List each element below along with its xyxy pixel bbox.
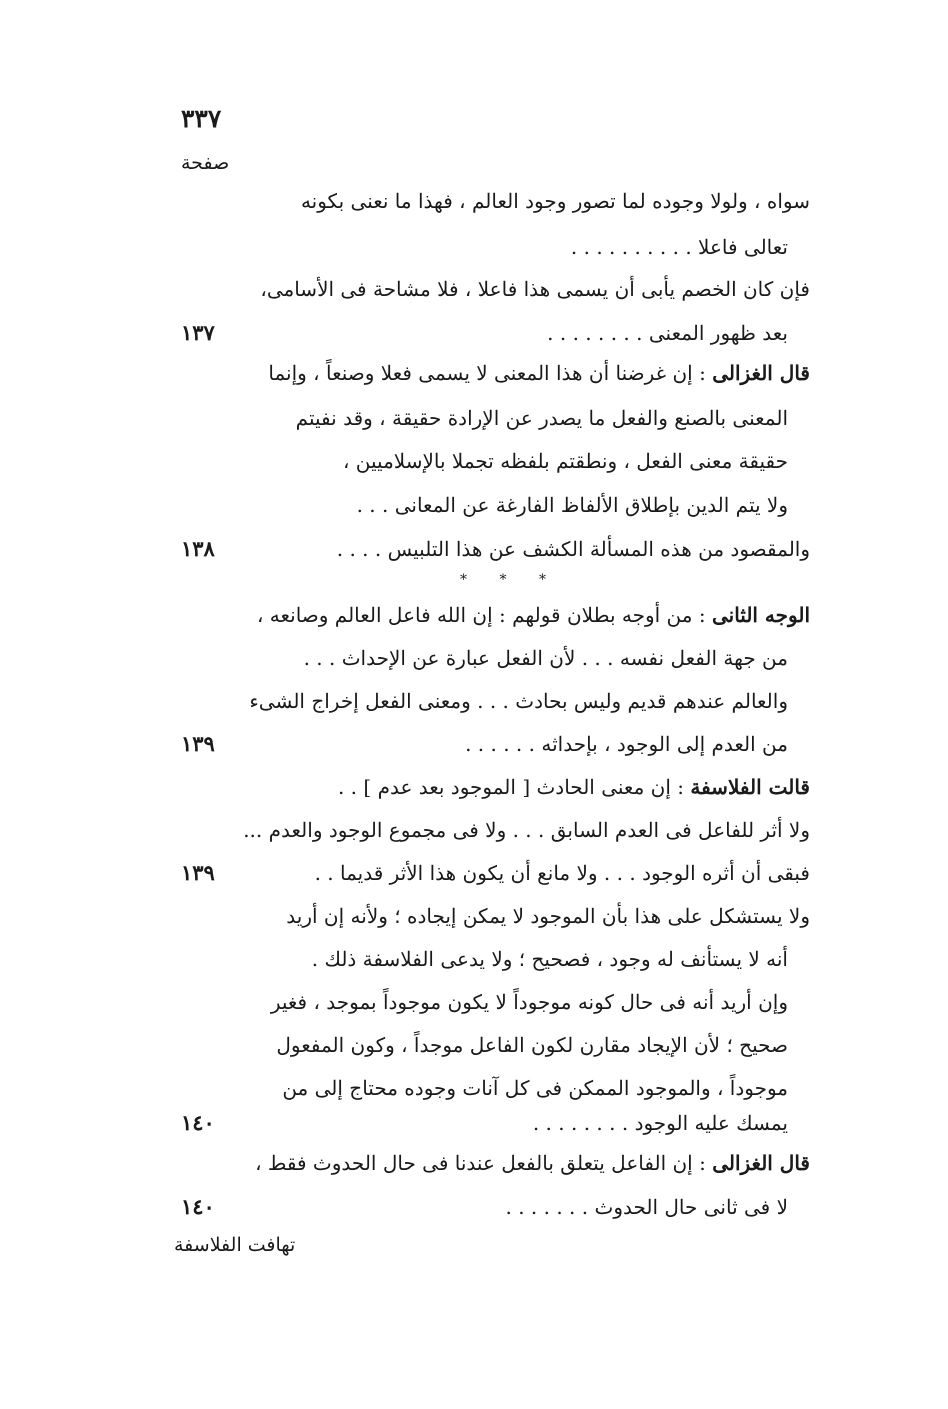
reference-page-number: ١٤٠ xyxy=(181,1194,215,1219)
text-line: المعنى بالصنع والفعل ما يصدر عن الإرادة حقيقة ، وقد نفيتم xyxy=(295,406,788,430)
section-separator: * * * xyxy=(460,572,560,588)
text-line: يمسك عليه الوجود . . . . . . . . xyxy=(532,1111,788,1135)
leader-dots: . . xyxy=(314,861,334,885)
leader-dots: . . . . xyxy=(336,537,382,561)
text-line: قال الغزالى : إن غرضنا أن هذا المعنى لا يسمى فعلا وصنعاً ، وإنما xyxy=(268,361,810,385)
text-line: فبقى أن أثره الوجود . . . ولا مانع أن يكون هذا الأثر قديما . . xyxy=(314,861,810,885)
text-line: صحيح ؛ لأن الإيجاد مقارن لكون الفاعل موجداً ، وكون المفعول xyxy=(276,1033,788,1057)
leader-dots: . . xyxy=(356,493,376,517)
leader-dots: . . . . . . . . xyxy=(532,1111,629,1135)
line-heading: الوجه الثانى xyxy=(711,603,810,627)
text-line: والمقصود من هذه المسألة الكشف عن هذا التلبيس . . . . xyxy=(336,537,810,561)
leader-dots: . . . . . . . . . xyxy=(570,235,679,259)
text-line: حقيقة معنى الفعل ، ونطقتم بلفظه تجملا بالإسلاميين ، xyxy=(342,449,788,473)
text-line: أنه لا يستأنف له وجود ، فصحيح ؛ ولا يدعى الفلاسفة ذلك . xyxy=(311,947,788,971)
running-footer: تهافت الفلاسفة xyxy=(174,1234,296,1256)
text-line: من العدم إلى الوجود ، بإحداثه . . . . . . xyxy=(465,732,788,756)
line-heading: قال الغزالى xyxy=(712,1151,810,1175)
text-line: موجوداً ، والموجود الممكن فى كل آنات وجوده محتاج إلى من xyxy=(282,1076,788,1100)
text-line: ولا أثر للفاعل فى العدم السابق . . . ولا فى مجموع الوجود والعدم ... xyxy=(243,818,810,842)
reference-page-number: ١٣٧ xyxy=(181,320,215,345)
text-line: قال الغزالى : إن الفاعل يتعلق بالفعل عندنا فى حال الحدوث فقط ، xyxy=(255,1151,810,1175)
text-line: وإن أريد أنه فى حال كونه موجوداً لا يكون موجوداً بموجد ، فغير xyxy=(270,990,788,1014)
leader-dots: . . . . . . . . xyxy=(547,321,643,345)
text-line: ولا يستشكل على هذا بأن الموجود لا يمكن إيجاده ؛ ولأنه إن أريد xyxy=(286,904,810,928)
text-line: الوجه الثانى : من أوجه بطلان قولهم : إن الله فاعل العالم وصانعه ، xyxy=(256,603,810,627)
reference-page-number: ١٣٨ xyxy=(181,536,215,561)
line-heading: قالت الفلاسفة xyxy=(690,775,810,799)
leader-dots: . . . . . . . xyxy=(505,1195,589,1219)
text-line: سواه ، ولولا وجوده لما تصور وجود العالم ، فهذا ما نعنى بكونه xyxy=(300,189,810,213)
page-number: ٣٣٧ xyxy=(181,104,222,133)
reference-page-number: ١٤٠ xyxy=(181,1110,215,1135)
text-line: بعد ظهور المعنى . . . . . . . . xyxy=(547,321,788,345)
text-line: لا فى ثانى حال الحدوث . . . . . . . xyxy=(505,1195,788,1219)
reference-page-number: ١٣٩ xyxy=(181,860,215,885)
line-heading: قال الغزالى xyxy=(712,361,810,385)
text-line: فإن كان الخصم يأبى أن يسمى هذا فاعلا ، فلا مشاحة فى الأسامى، xyxy=(260,277,810,301)
leader-dots: . . . . . . xyxy=(465,732,535,756)
reference-page-number: ١٣٩ xyxy=(181,731,215,756)
text-line: من جهة الفعل نفسه . . . لأن الفعل عبارة عن الإحداث . . . xyxy=(303,646,788,670)
text-line: تعالى فاعلا . . . . . . . . . . xyxy=(570,235,788,259)
text-line: والعالم عندهم قديم وليس بحادث . . . ومعنى الفعل إخراج الشىء xyxy=(249,689,788,713)
text-line: قالت الفلاسفة : إن معنى الحادث [ الموجود بعد عدم ] . . xyxy=(337,775,810,799)
leader-dots: . . xyxy=(337,775,358,799)
page-column-label: صفحة xyxy=(181,152,230,174)
text-line: ولا يتم الدين بإطلاق الألفاظ الفارغة عن المعانى . . . xyxy=(356,493,788,517)
